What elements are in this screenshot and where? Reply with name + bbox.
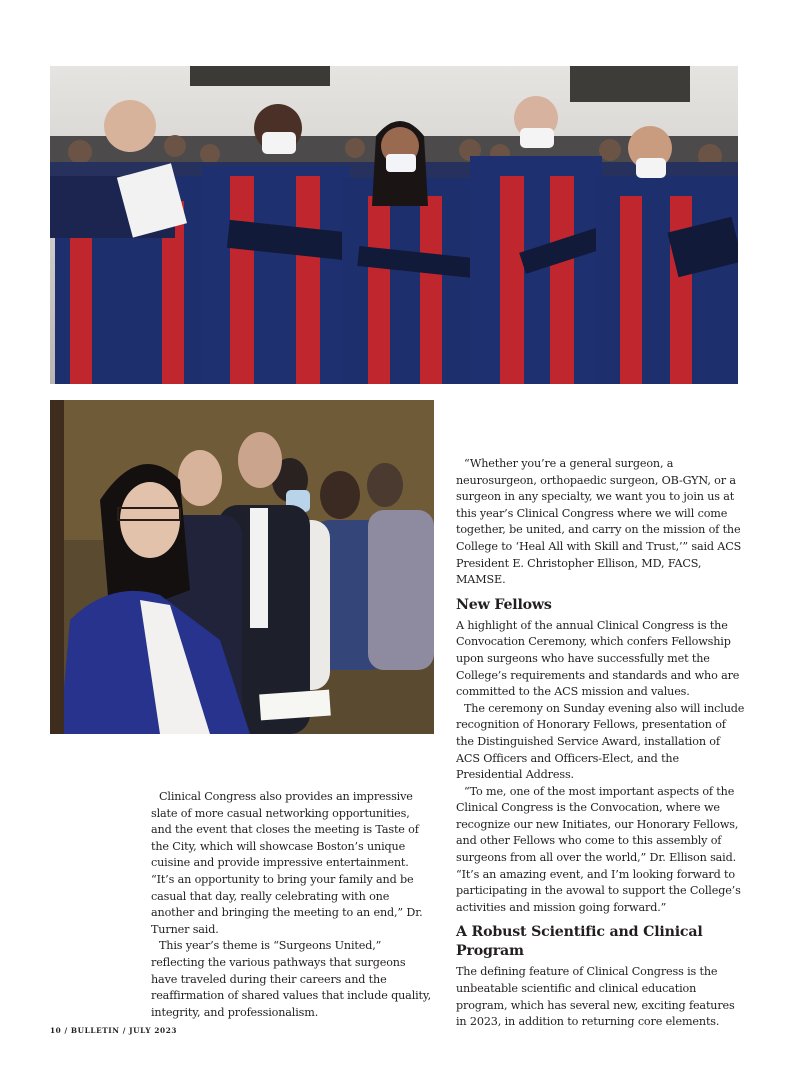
- audience-photo: [50, 400, 434, 734]
- left-text-column: [151, 789, 431, 1021]
- section-heading-scientific-program: A Robust Scientific and Clinical Program: [456, 924, 703, 960]
- convocation-photo: [50, 66, 738, 384]
- body-paragraph: This year’s theme is “Surgeons United,” reflecting the various pathways that surgeons have traveled during their careers and the reaffirmation of shared values that include quality, integrity, and professionalism.: [151, 939, 431, 1019]
- body-paragraph: Clinical Congress also provides an impressive slate of more casual networking opportunities, and the event that closes the meeting is Taste of the City, which will showcase Boston’s unique cuisine and provide impressive entertainment. “It’s an opportunity to bring your family and be casual that day, really celebrating with one another and bringing the meeting to an end,” Dr. Turner said.: [151, 790, 423, 936]
- body-paragraph: The defining feature of Clinical Congress is the unbeatable scientific and clinical education program, which has several new, exciting features in 2023, in addition to returning core elements.: [456, 965, 735, 1029]
- section-heading-new-fellows: New Fellows: [456, 596, 552, 613]
- audience-photo-illustration: [50, 400, 434, 734]
- page-footer: 10 / BULLETIN / JULY 2023: [50, 1026, 178, 1035]
- body-paragraph: The ceremony on Sunday evening also will include recognition of Honorary Fellows, presentation of the Distinguished Service Award, installation of ACS Officers and Officers-Elect, and the Presidential Address.: [456, 701, 745, 782]
- right-text-column: [456, 456, 746, 1031]
- body-paragraph: “Whether you’re a general surgeon, a neurosurgeon, orthopaedic surgeon, OB-GYN, or a surgeon in any specialty, we want you to join us at this year’s Clinical Congress where we will come together, be united, and carry on the mission of the College to ‘Heal All with Skill and Trust,’” said ACS President E. Christopher Ellison, MD, FACS, MAMSE.: [456, 457, 742, 587]
- body-paragraph: “To me, one of the most important aspects of the Clinical Congress is the Convocation, where we recognize our new Initiates, our Honorary Fellows, and other Fellows who come to this assembly of surgeons from all over the world,” Dr. Ellison said. “It’s an amazing event, and I’m looking forward to participating in the avowal to support the College’s activities and mission going forward.”: [456, 784, 741, 914]
- body-paragraph: A highlight of the annual Clinical Congress is the Convocation Ceremony, which confers Fellowship upon surgeons who have successfully met the College’s requirements and standards and who are committed to the ACS mission and values.: [456, 618, 740, 699]
- convocation-photo-illustration: [50, 66, 738, 384]
